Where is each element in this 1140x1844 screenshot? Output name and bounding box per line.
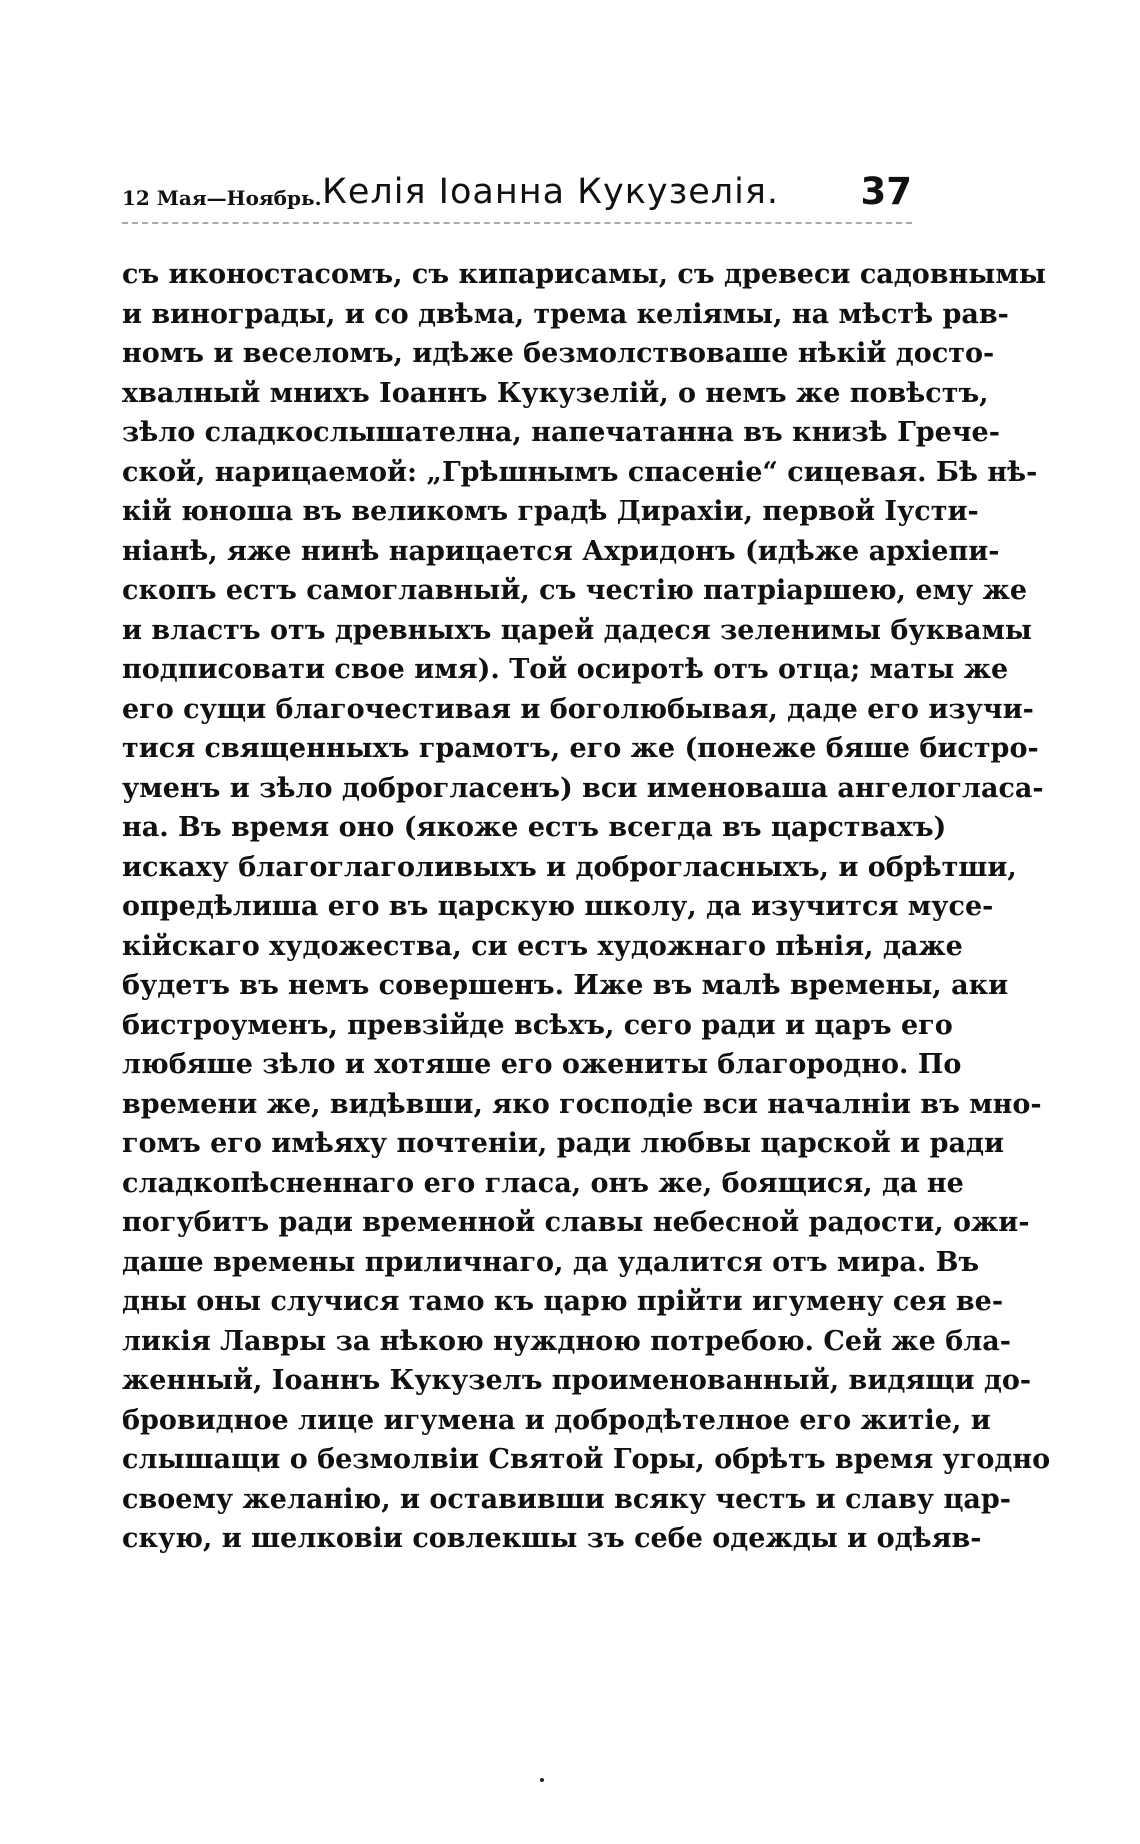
text-line: слышащи о безмолвіи Святой Горы, обрѣтъ время угодно (122, 1444, 1051, 1475)
header-title: Келія Іоанна Кукузелія. (322, 172, 780, 212)
text-line: и винограды, и со двѣма, трема келіямы, на мѣстѣ рав- (122, 298, 1009, 330)
running-head (122, 170, 912, 230)
text-line: искаху благоглаголивыхъ и доброгласныхъ, и обрѣтши, (122, 851, 1017, 883)
text-line: и властъ отъ древныхъ царей дадеся зеленимы буквамы (122, 614, 1032, 646)
text-line: скопъ естъ самоглавный, съ честію патріаршею, ему же (122, 575, 1028, 606)
text-line: ской, нарицаемой: „Грѣшнымъ спасеніе“ сицевая. Бѣ нѣ- (122, 456, 1038, 488)
header-rule (122, 222, 912, 224)
text-line: на. Въ время оно (якоже естъ всегда въ царствахъ) (122, 812, 947, 843)
text-line: бистроуменъ, превзійде всѣхъ, сего ради и царъ его (122, 1009, 953, 1041)
text-line: ликія Лавры за нѣкою нуждною потребою. Сей же бла- (122, 1325, 1012, 1357)
text-line: будетъ въ немъ совершенъ. Иже въ малѣ времены, аки (122, 970, 1009, 1001)
text-line: зѣло сладкослышателна, напечатанна въ книзѣ Грече- (122, 417, 1000, 448)
text-line: времени же, видѣвши, яко господіе вси началніи въ мно- (122, 1088, 1042, 1120)
text-line: сладкопѣсненнаго его гласа, онъ же, боящися, да не (122, 1167, 964, 1199)
header-date-range: 12 Мая—Ноябрь. (122, 186, 322, 210)
body-text (122, 255, 1051, 1559)
text-line: опредѣлиша его въ царскую школу, да изучится мусе- (122, 891, 994, 922)
text-line: ніанѣ, яже нинѣ нарицается Ахридонъ (идѣже архіепи- (122, 535, 1000, 567)
text-line: тися священныхъ грамотъ, его же (понеже бяше бистро- (122, 733, 1039, 764)
text-line: уменъ и зѣло доброгласенъ) вси именоваша ангелогласа- (122, 772, 1044, 804)
text-line: любяше зѣло и хотяше его ожениты благородно. По (122, 1049, 962, 1080)
text-line: номъ и веселомъ, идѣже безмолствоваше нѣкій досто- (122, 338, 995, 369)
text-line: даше времены приличнаго, да удалится отъ мира. Въ (122, 1246, 980, 1278)
text-line: кійскаго художества, си естъ художнаго пѣнія, даже (122, 930, 963, 962)
text-line: съ иконостасомъ, съ кипарисамы, съ древеси садовнымы (122, 259, 1046, 290)
page-number: 37 (860, 170, 912, 213)
text-line: бровидное лице игумена и добродѣтелное его житіе, и (122, 1404, 991, 1436)
print-dot (540, 1778, 544, 1782)
text-line: подписовати свое имя). Той осиротѣ отъ отца; маты же (122, 654, 1009, 685)
text-line: хвалный мнихъ Іоаннъ Кукузелій, о немъ же повѣстъ, (122, 377, 989, 409)
text-line: кій юноша въ великомъ градѣ Дирахіи, первой Іусти- (122, 496, 979, 527)
text-line: гомъ его имѣяху почтеніи, ради любвы царской и ради (122, 1128, 1004, 1159)
text-line: погубитъ ради временной славы небесной радости, ожи- (122, 1207, 1030, 1238)
text-line: дны оны случися тамо къ царю прійти игумену сея ве- (122, 1286, 1004, 1317)
text-line: скую, и шелковіи совлекшы зъ себе одежды и одѣяв- (122, 1523, 982, 1554)
text-line: его сущи благочестивая и боголюбывая, даде его изучи- (122, 693, 1034, 725)
text-line: женный, Іоаннъ Кукузелъ проименованный, видящи до- (122, 1365, 1032, 1396)
text-line: своему желанію, и оставивши всяку честъ и славу цар- (122, 1483, 1012, 1515)
